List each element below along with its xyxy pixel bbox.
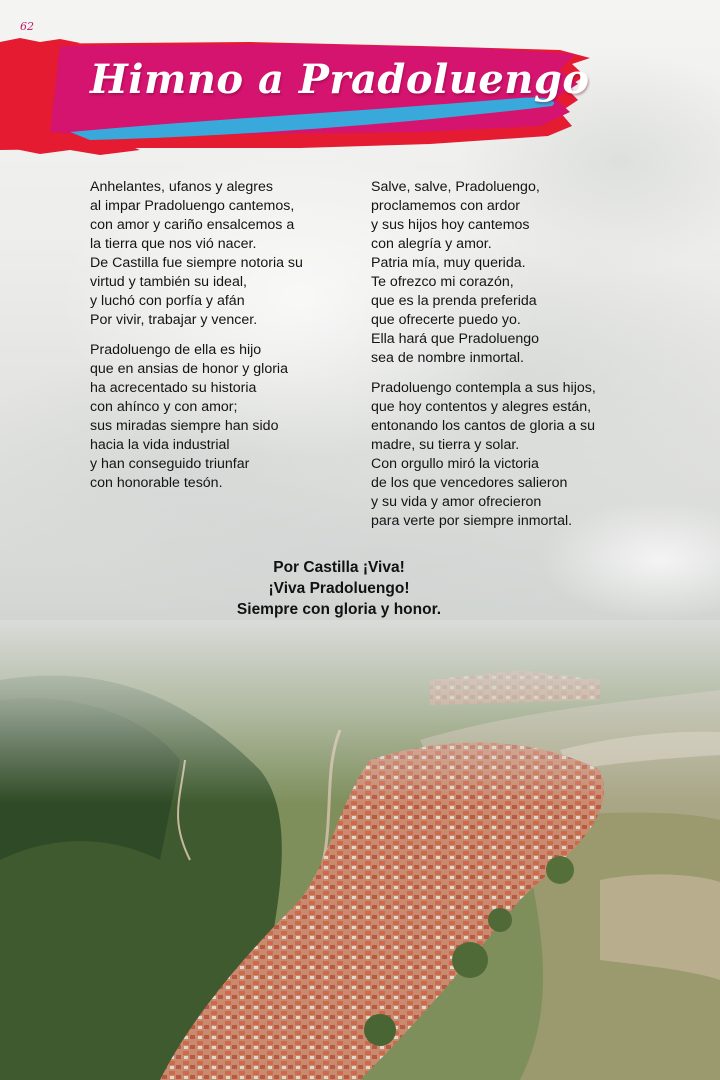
verse-line: y han conseguido triunfar bbox=[90, 456, 250, 472]
verse-line: ha acrecentado su historia bbox=[90, 380, 257, 396]
verse-line: Te ofrezco mi corazón, bbox=[371, 274, 514, 290]
verse-line: con alegría y amor. bbox=[371, 236, 492, 252]
verse-line: que ofrecerte puedo yo. bbox=[371, 312, 521, 328]
verse-line: virtud y también su ideal, bbox=[90, 274, 247, 290]
verse-line: con ahínco y con amor; bbox=[90, 399, 238, 415]
verse-line: con honorable tesón. bbox=[90, 475, 223, 491]
verse-line: que en ansias de honor y gloria bbox=[90, 361, 288, 377]
aerial-village-photo bbox=[0, 620, 720, 1080]
verse-line: Por vivir, trabajar y vencer. bbox=[90, 312, 258, 328]
verse-line: Pradoluengo contempla a sus hijos, bbox=[371, 380, 596, 396]
verse-line: y luchó con porfía y afán bbox=[90, 293, 245, 309]
verse-line: hacia la vida industrial bbox=[90, 437, 230, 453]
verse-line: para verte por siempre inmortal. bbox=[371, 513, 573, 529]
verse-line: la tierra que nos vió nacer. bbox=[90, 236, 257, 252]
verse-line: Con orgullo miró la victoria bbox=[371, 456, 539, 472]
verse-line: que es la prenda preferida bbox=[371, 293, 537, 309]
page-title: Himno a Pradoluengo bbox=[90, 56, 590, 103]
verse-line: De Castilla fue siempre notoria su bbox=[90, 255, 303, 271]
chorus-line: Por Castilla ¡Viva! bbox=[273, 559, 405, 576]
stanza bbox=[90, 341, 340, 493]
stanza bbox=[371, 379, 631, 531]
verse-line: entonando los cantos de gloria a su bbox=[371, 418, 596, 434]
right-column bbox=[371, 178, 631, 542]
verse-line: sus miradas siempre han sido bbox=[90, 418, 279, 434]
verse-line: Ella hará que Pradoluengo bbox=[371, 331, 540, 347]
chorus-line: Siempre con gloria y honor. bbox=[236, 601, 442, 618]
verse-line: de los que vencedores salieron bbox=[371, 475, 568, 491]
stanza bbox=[90, 178, 340, 330]
verse-line: y su vida y amor ofrecieron bbox=[371, 494, 542, 510]
page-number: 62 bbox=[20, 20, 34, 33]
verse-line: madre, su tierra y solar. bbox=[371, 437, 520, 453]
verse-line: Anhelantes, ufanos y alegres bbox=[90, 179, 273, 195]
verse-line: al impar Pradoluengo cantemos, bbox=[90, 198, 295, 214]
stanza bbox=[371, 178, 631, 368]
verse-line: Pradoluengo de ella es hijo bbox=[90, 342, 262, 358]
verse-line: que hoy contentos y alegres están, bbox=[371, 399, 592, 415]
verse-line: Patria mía, muy querida. bbox=[371, 255, 526, 271]
verse-line: proclamemos con ardor bbox=[371, 198, 521, 214]
verse-line: con amor y cariño ensalcemos a bbox=[90, 217, 295, 233]
verse-line: sea de nombre inmortal. bbox=[371, 350, 524, 366]
chorus-line: ¡Viva Pradoluengo! bbox=[268, 580, 410, 597]
verse-line: Salve, salve, Pradoluengo, bbox=[371, 179, 540, 195]
chorus bbox=[0, 557, 678, 620]
left-column bbox=[90, 178, 340, 504]
verse-line: y sus hijos hoy cantemos bbox=[371, 217, 530, 233]
